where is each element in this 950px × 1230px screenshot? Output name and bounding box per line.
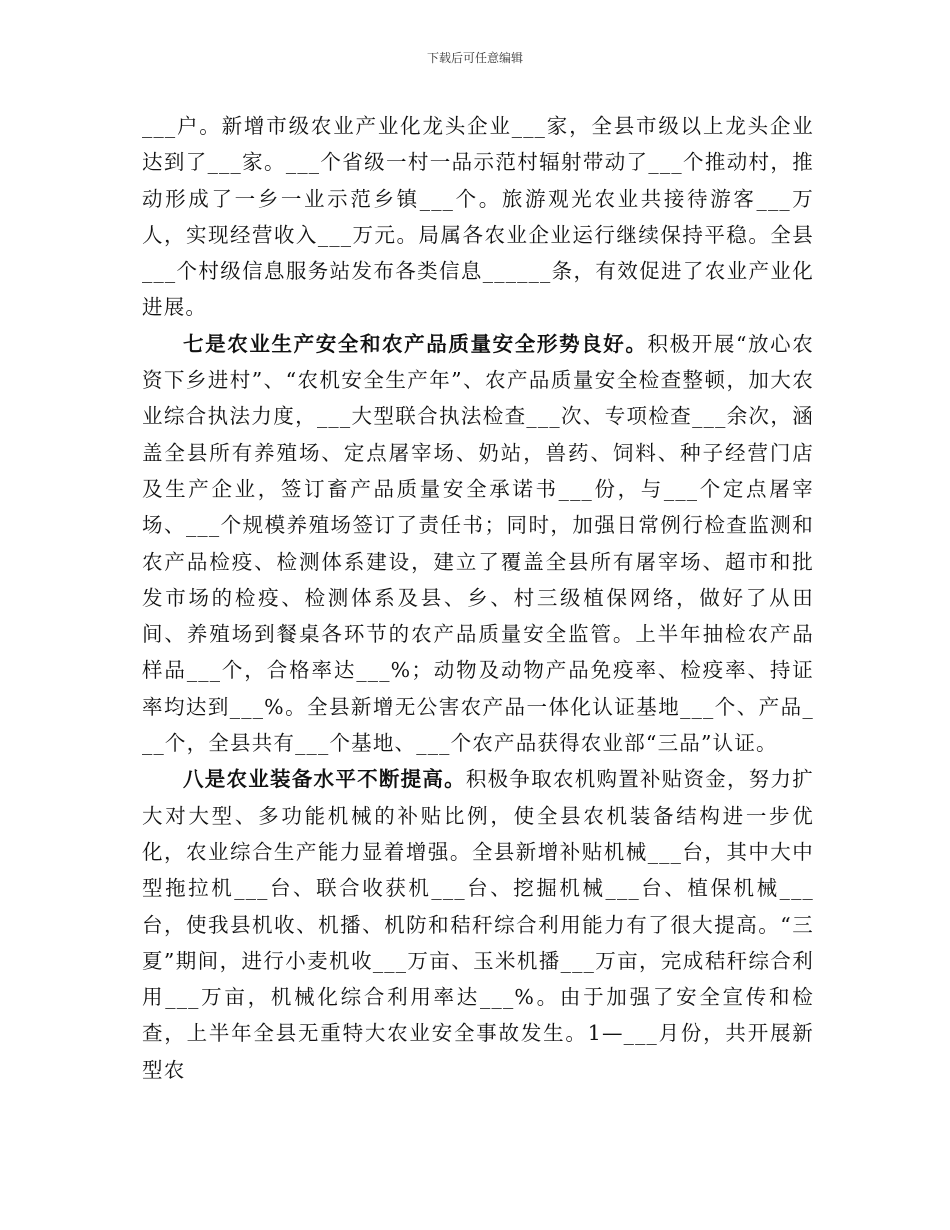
paragraph-2-text: 积极开展“放心农资下乡进村”、“农机安全生产年”、农产品质量安全检查整顿，加大农业综合执法力度，___大型联合执法检查___次、专项检查___余次，涵盖全县所有养殖场、定点屠宰场、奶站，兽药、饲料、种子经营门店及生产企业，签订畜产品质量安全承诺书___份，与___个定点屠宰场、___个规模养殖场签订了责任书；同时，加强日常例行检查监测和农产品检疫、检测体系建设，建立了覆盖全县所有屠宰场、超市和批发市场的检疫、检测体系及县、乡、村三级植保网络，做好了从田间、养殖场到餐桌各环节的农产品质量安全监管。上半年抽检农产品样品___个，合格率达___%；动物及动物产品免疫率、检疫率、持证率均达到___%。全县新增无公害农产品一体化认证基地___个、产品___个，全县共有___个基地、___个农产品获得农业部“三品”认证。: [142, 331, 814, 756]
paragraph-1-text: ___户。新增市级农业产业化龙头企业___家，全县市级以上龙头企业达到了___家。___个省级一村一品示范村辐射带动了___个推动村，推动形成了一乡一业示范乡镇___个。旅游观光农业共接待游客___万人，实现经营收入___万元。局属各农业企业运行继续保持平稳。全县___个村级信息服务站发布各类信息______条，有效促进了农业产业化进展。: [142, 114, 814, 320]
document-body: [142, 108, 814, 1088]
paragraph-2: [142, 326, 814, 762]
paragraph-1: [142, 108, 814, 326]
paragraph-2-lead: 七是农业生产安全和农产品质量安全形势良好。: [183, 331, 648, 356]
page-header: 下载后可任意编辑: [426, 51, 523, 65]
paragraph-3-lead: 八是农业装备水平不断提高。: [183, 767, 466, 792]
paragraph-3-text: 积极争取农机购置补贴资金，努力扩大对大型、多功能机械的补贴比例，使全县农机装备结构进一步优化，农业综合生产能力显着增强。全县新增补贴机械___台，其中大中型拖拉机___台、联合收获机___台、挖掘机械___台、植保机械___台，使我县机收、机播、机防和秸秆综合利用能力有了很大提高。“三夏”期间，进行小麦机收___万亩、玉米机播___万亩，完成秸秆综合利用___万亩，机械化综合利用率达___%。由于加强了安全宣传和检查，上半年全县无重特大农业安全事故发生。1—___月份，共开展新型农: [142, 767, 814, 1082]
paragraph-3: [142, 761, 814, 1088]
